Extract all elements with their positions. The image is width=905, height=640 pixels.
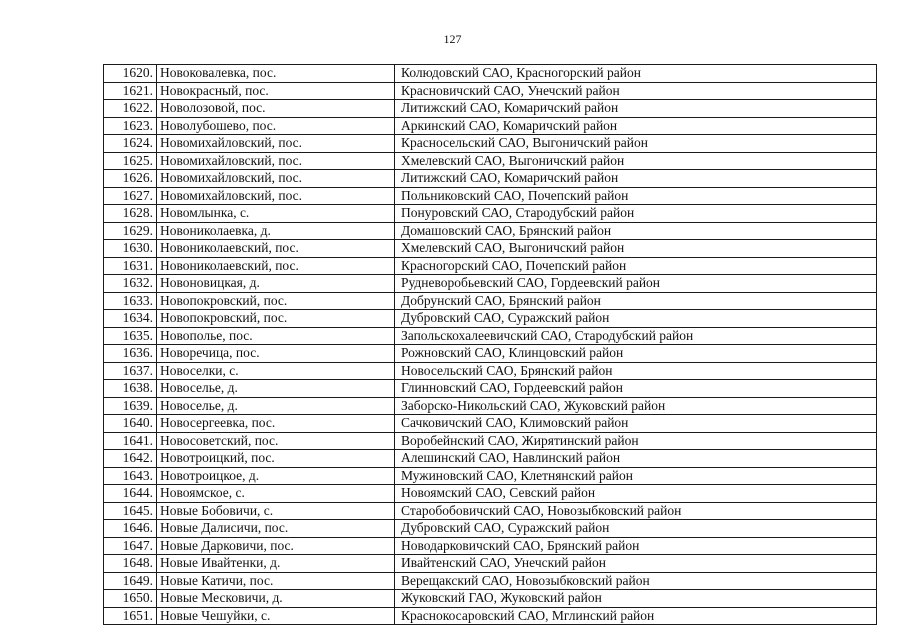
settlement-name-cell: Новоселье, д. [157, 397, 395, 415]
district-cell: Добрунский САО, Брянский район [395, 292, 877, 310]
table-row [104, 205, 877, 223]
settlement-name-cell: Новые Далисичи, пос. [157, 520, 395, 538]
row-number-cell: 1633. [104, 292, 157, 310]
row-number-cell: 1630. [104, 240, 157, 258]
table-row [104, 327, 877, 345]
table-row [104, 152, 877, 170]
district-cell: Домашовский САО, Брянский район [395, 222, 877, 240]
table-row [104, 310, 877, 328]
row-number-cell: 1648. [104, 555, 157, 573]
district-cell: Сачковичский САО, Климовский район [395, 415, 877, 433]
settlement-name-cell: Новомихайловский, пос. [157, 170, 395, 188]
settlement-name-cell: Новые Катичи, пос. [157, 572, 395, 590]
row-number-cell: 1650. [104, 590, 157, 608]
settlement-name-cell: Новомихайловский, пос. [157, 135, 395, 153]
table-row [104, 362, 877, 380]
district-cell: Аркинский САО, Комаричский район [395, 117, 877, 135]
settlement-name-cell: Новотроицкое, д. [157, 467, 395, 485]
settlement-name-cell: Новомлынка, с. [157, 205, 395, 223]
settlement-name-cell: Новопокровский, пос. [157, 310, 395, 328]
district-cell: Заборско-Никольский САО, Жуковский район [395, 397, 877, 415]
table-row [104, 537, 877, 555]
row-number-cell: 1623. [104, 117, 157, 135]
table-row [104, 450, 877, 468]
table-row [104, 607, 877, 625]
settlement-name-cell: Новолозовой, пос. [157, 100, 395, 118]
district-cell: Литижский САО, Комаричский район [395, 170, 877, 188]
settlement-name-cell: Новосергеевка, пос. [157, 415, 395, 433]
settlement-name-cell: Новоселье, д. [157, 380, 395, 398]
district-cell: Краснокосаровский САО, Мглинский район [395, 607, 877, 625]
table-row [104, 117, 877, 135]
district-cell: Жуковский ГАО, Жуковский район [395, 590, 877, 608]
table-row [104, 380, 877, 398]
table-row [104, 467, 877, 485]
row-number-cell: 1643. [104, 467, 157, 485]
row-number-cell: 1621. [104, 82, 157, 100]
settlement-name-cell: Новониколаевский, пос. [157, 240, 395, 258]
table-row [104, 257, 877, 275]
settlement-name-cell: Новые Дарковичи, пос. [157, 537, 395, 555]
row-number-cell: 1626. [104, 170, 157, 188]
row-number-cell: 1625. [104, 152, 157, 170]
table-row [104, 572, 877, 590]
table-row [104, 485, 877, 503]
row-number-cell: 1631. [104, 257, 157, 275]
row-number-cell: 1646. [104, 520, 157, 538]
settlement-name-cell: Новополье, пос. [157, 327, 395, 345]
district-cell: Новодарковичский САО, Брянский район [395, 537, 877, 555]
district-cell: Глинновский САО, Гордеевский район [395, 380, 877, 398]
table-row [104, 555, 877, 573]
row-number-cell: 1647. [104, 537, 157, 555]
table-row [104, 275, 877, 293]
district-cell: Воробейнский САО, Жирятинский район [395, 432, 877, 450]
district-cell: Старобобовичский САО, Новозыбковский район [395, 502, 877, 520]
settlement-name-cell: Новые Чешуйки, с. [157, 607, 395, 625]
row-number-cell: 1632. [104, 275, 157, 293]
settlements-table-body [104, 65, 877, 625]
district-cell: Рожновский САО, Клинцовский район [395, 345, 877, 363]
table-row [104, 170, 877, 188]
district-cell: Новоямский САО, Севский район [395, 485, 877, 503]
table-row [104, 187, 877, 205]
row-number-cell: 1620. [104, 65, 157, 83]
settlement-name-cell: Новоселки, с. [157, 362, 395, 380]
district-cell: Дубровский САО, Суражский район [395, 520, 877, 538]
table-row [104, 415, 877, 433]
table-row [104, 292, 877, 310]
settlement-name-cell: Новолубошево, пос. [157, 117, 395, 135]
district-cell: Алешинский САО, Навлинский район [395, 450, 877, 468]
district-cell: Хмелевский САО, Выгоничский район [395, 152, 877, 170]
settlement-name-cell: Новоречица, пос. [157, 345, 395, 363]
page-number: 127 [443, 32, 462, 46]
row-number-cell: 1649. [104, 572, 157, 590]
row-number-cell: 1635. [104, 327, 157, 345]
district-cell: Польниковский САО, Почепский район [395, 187, 877, 205]
row-number-cell: 1624. [104, 135, 157, 153]
table-row [104, 135, 877, 153]
row-number-cell: 1651. [104, 607, 157, 625]
table-row [104, 100, 877, 118]
settlement-name-cell: Новопокровский, пос. [157, 292, 395, 310]
district-cell: Колюдовский САО, Красногорский район [395, 65, 877, 83]
row-number-cell: 1645. [104, 502, 157, 520]
settlement-name-cell: Новоновицкая, д. [157, 275, 395, 293]
settlement-name-cell: Новотроицкий, пос. [157, 450, 395, 468]
settlement-name-cell: Новые Ивайтенки, д. [157, 555, 395, 573]
row-number-cell: 1644. [104, 485, 157, 503]
table-row [104, 590, 877, 608]
row-number-cell: 1634. [104, 310, 157, 328]
settlement-name-cell: Новокрасный, пос. [157, 82, 395, 100]
district-cell: Красновичский САО, Унечский район [395, 82, 877, 100]
district-cell: Хмелевский САО, Выгоничский район [395, 240, 877, 258]
row-number-cell: 1627. [104, 187, 157, 205]
row-number-cell: 1641. [104, 432, 157, 450]
row-number-cell: 1637. [104, 362, 157, 380]
district-cell: Красногорский САО, Почепский район [395, 257, 877, 275]
district-cell: Красносельский САО, Выгоничский район [395, 135, 877, 153]
row-number-cell: 1640. [104, 415, 157, 433]
settlement-name-cell: Новые Месковичи, д. [157, 590, 395, 608]
row-number-cell: 1642. [104, 450, 157, 468]
district-cell: Понуровский САО, Стародубский район [395, 205, 877, 223]
district-cell: Дубровский САО, Суражский район [395, 310, 877, 328]
settlements-table [103, 64, 877, 625]
table-row [104, 345, 877, 363]
table-row [104, 240, 877, 258]
settlement-name-cell: Новомихайловский, пос. [157, 152, 395, 170]
row-number-cell: 1622. [104, 100, 157, 118]
settlement-name-cell: Новоковалевка, пос. [157, 65, 395, 83]
table-row [104, 502, 877, 520]
table-row [104, 65, 877, 83]
row-number-cell: 1636. [104, 345, 157, 363]
table-row [104, 397, 877, 415]
settlement-name-cell: Новоямское, с. [157, 485, 395, 503]
settlement-name-cell: Новомихайловский, пос. [157, 187, 395, 205]
district-cell: Запольскохалеевичский САО, Стародубский район [395, 327, 877, 345]
row-number-cell: 1629. [104, 222, 157, 240]
district-cell: Литижский САО, Комаричский район [395, 100, 877, 118]
table-row [104, 520, 877, 538]
table-row [104, 82, 877, 100]
row-number-cell: 1628. [104, 205, 157, 223]
settlement-name-cell: Новониколаевка, д. [157, 222, 395, 240]
district-cell: Верещакский САО, Новозыбковский район [395, 572, 877, 590]
table-row [104, 432, 877, 450]
settlement-name-cell: Новосоветский, пос. [157, 432, 395, 450]
district-cell: Мужиновский САО, Клетнянский район [395, 467, 877, 485]
district-cell: Рудневоробьевский САО, Гордеевский район [395, 275, 877, 293]
district-cell: Ивайтенский САО, Унечский район [395, 555, 877, 573]
row-number-cell: 1639. [104, 397, 157, 415]
settlement-name-cell: Новониколаевский, пос. [157, 257, 395, 275]
row-number-cell: 1638. [104, 380, 157, 398]
district-cell: Новосельский САО, Брянский район [395, 362, 877, 380]
settlement-name-cell: Новые Бобовичи, с. [157, 502, 395, 520]
table-row [104, 222, 877, 240]
